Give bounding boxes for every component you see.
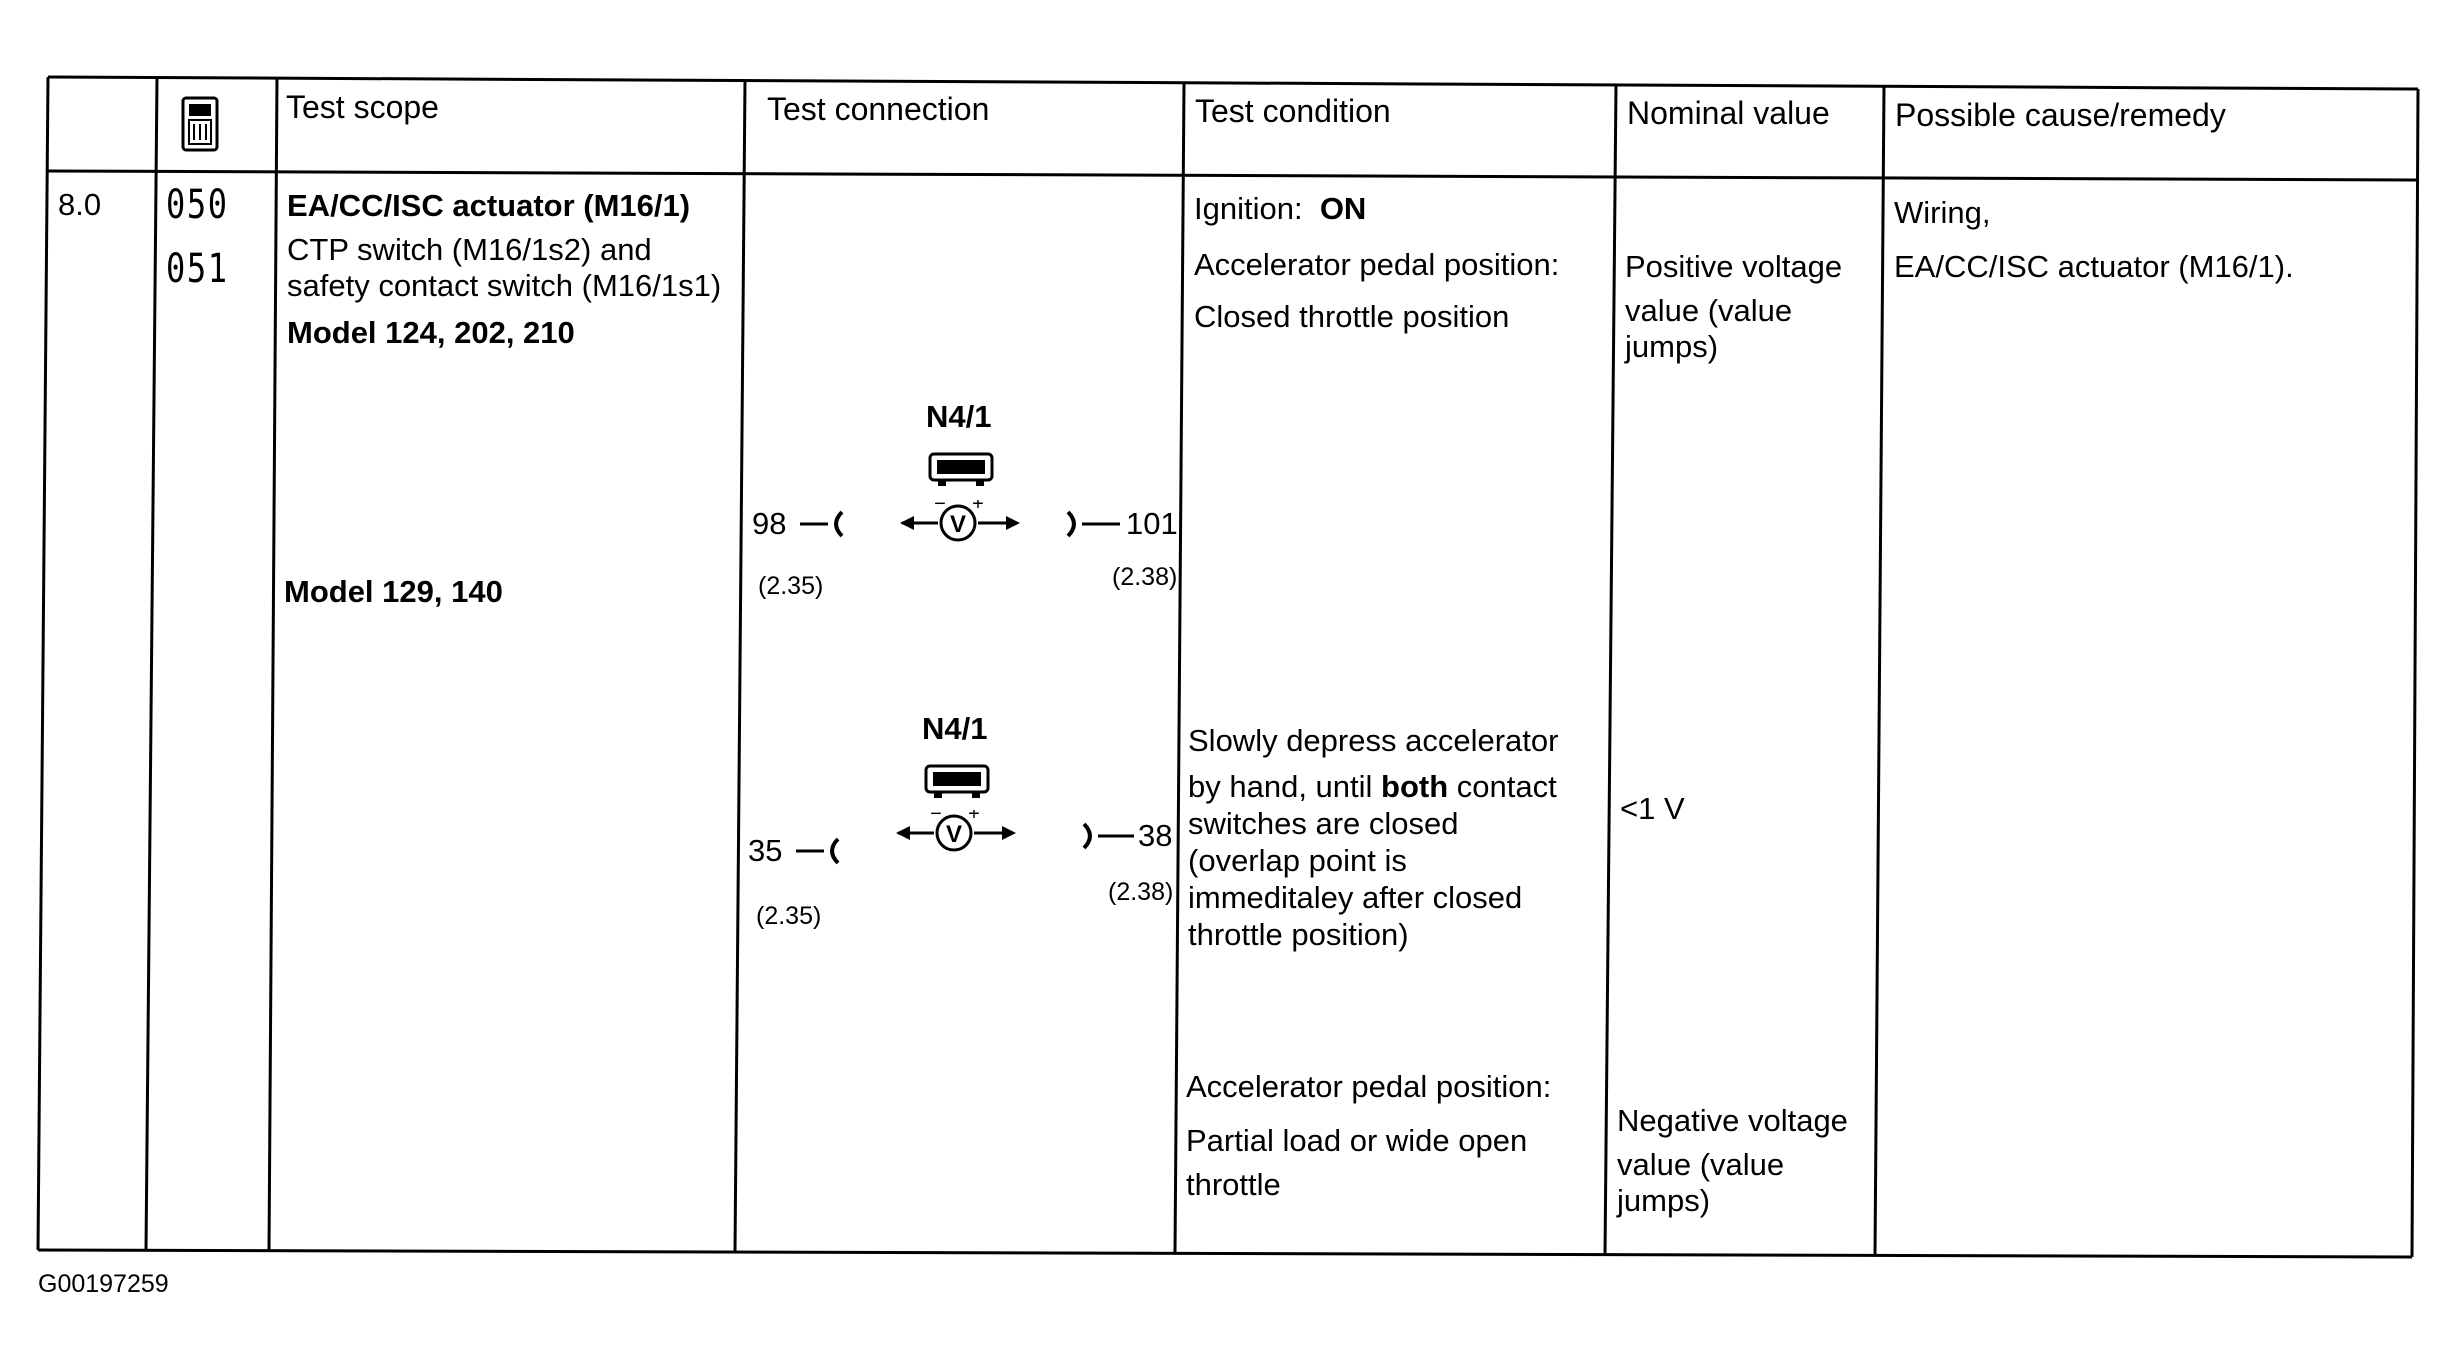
row-number: 8.0	[58, 187, 102, 222]
svg-text:−: −	[930, 810, 942, 825]
svg-text:+: +	[968, 810, 980, 825]
cause-line-1: Wiring,	[1894, 195, 1991, 230]
right-pin-1: 101	[1126, 506, 1178, 541]
left-pin-1: 98	[752, 506, 787, 541]
connector-icon-2	[924, 760, 990, 805]
right-ref-1: (2.38)	[1112, 563, 1178, 591]
left-pin-2: 35	[748, 833, 783, 868]
condition-pedal-value-2b: throttle	[1186, 1167, 1281, 1202]
nominal-low: <1 V	[1620, 791, 1685, 826]
scope-line-1: CTP switch (M16/1s2) and	[287, 232, 652, 267]
right-pin-2: 38	[1138, 818, 1173, 853]
condition-slowly-1: Slowly depress accelerator	[1188, 723, 1559, 758]
header-test-condition: Test condition	[1195, 93, 1391, 129]
right-lead-1	[1064, 508, 1122, 545]
ignition-label: Ignition:	[1194, 191, 1303, 226]
condition-pedal-label-2: Accelerator pedal position:	[1186, 1069, 1552, 1104]
condition-pedal-value-1: Closed throttle position	[1194, 299, 1510, 334]
svg-text:V: V	[945, 821, 963, 848]
ignition-value: ON	[1319, 191, 1367, 226]
svg-text:−: −	[934, 500, 946, 515]
slowly-2b: both	[1381, 769, 1449, 804]
condition-slowly-2	[1188, 768, 1557, 806]
module-label-1: N4/1	[926, 399, 992, 434]
nominal-negative-1: Negative voltage	[1617, 1103, 1848, 1138]
svg-text:+: +	[972, 500, 984, 515]
tester-icon	[180, 96, 220, 152]
slowly-2c: contact	[1448, 769, 1557, 804]
condition-slowly-3: switches are closed	[1188, 806, 1459, 841]
slowly-2a: by hand, until	[1188, 769, 1382, 804]
scope-title: EA/CC/ISC actuator (M16/1)	[287, 188, 691, 223]
condition-slowly-4: (overlap point is	[1188, 843, 1407, 878]
condition-slowly-6: throttle position)	[1188, 917, 1409, 952]
scope-model-b: Model 129, 140	[284, 574, 503, 609]
left-ref-1: (2.35)	[758, 572, 824, 600]
header-test-scope: Test scope	[286, 89, 439, 125]
cause-line-2: EA/CC/ISC actuator (M16/1).	[1894, 249, 2294, 284]
svg-text:V: V	[949, 511, 967, 538]
nominal-negative-3: jumps)	[1617, 1183, 1711, 1218]
left-ref-2: (2.35)	[756, 902, 822, 930]
left-lead-1	[798, 508, 846, 545]
header-nominal-value: Nominal value	[1627, 95, 1830, 131]
nominal-positive-3: jumps)	[1625, 329, 1719, 364]
nominal-negative-2: value (value	[1617, 1147, 1785, 1182]
scope-model-a: Model 124, 202, 210	[287, 315, 575, 350]
figure-code: G00197259	[38, 1270, 169, 1298]
header-test-connection: Test connection	[767, 91, 990, 127]
connector-icon-1	[928, 448, 994, 493]
scope-line-2: safety contact switch (M16/1s1)	[287, 268, 722, 303]
condition-ignition	[1194, 190, 1366, 228]
voltmeter-symbol-1	[898, 500, 1022, 551]
right-ref-2: (2.38)	[1108, 878, 1174, 906]
fault-code-050: 050	[166, 182, 229, 228]
module-label-2: N4/1	[922, 711, 988, 746]
voltmeter-symbol-2	[894, 810, 1018, 861]
nominal-positive-1: Positive voltage	[1625, 249, 1843, 284]
header-possible-cause: Possible cause/remedy	[1895, 97, 2226, 133]
condition-pedal-value-2a: Partial load or wide open	[1186, 1123, 1528, 1158]
left-lead-2	[794, 835, 842, 872]
condition-slowly-5: immeditaley after closed	[1188, 880, 1523, 915]
nominal-positive-2: value (value	[1625, 293, 1793, 328]
fault-code-051: 051	[166, 246, 229, 292]
right-lead-2	[1080, 820, 1136, 857]
condition-pedal-label-1: Accelerator pedal position:	[1194, 247, 1560, 282]
